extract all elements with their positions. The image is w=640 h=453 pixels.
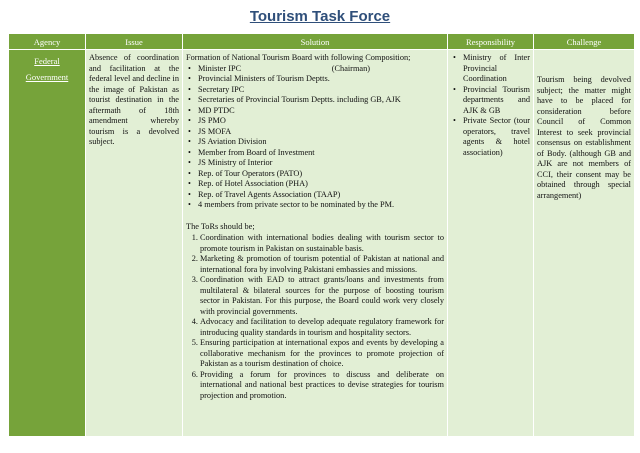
header-responsibility: Responsibility <box>448 34 534 50</box>
solution-cell <box>183 50 448 437</box>
list-item: • Rep. of Hotel Association (PHA) <box>198 179 444 190</box>
header-row <box>9 34 635 50</box>
task-force-table <box>8 33 635 437</box>
header-solution: Solution <box>183 34 448 50</box>
issue-cell <box>86 50 183 437</box>
list-item: 3. Coordination with EAD to attract grants/loans and investments from multilateral & bilateral sources for the purpose of boosting tourism sector in Pakistan. For this purpose, the Board could work very closely with provincial governments. <box>200 275 444 317</box>
list-item: • Rep. of Tour Operators (PATO) <box>198 169 444 180</box>
list-item: 5. Ensuring participation at international expos and events by developing a collaborative mechanism for the provinces to promote projection of Pakistan as a tourism destination of choice. <box>200 338 444 370</box>
list-item: • JS MOFA <box>198 127 444 138</box>
list-item: • Secretaries of Provincial Tourism Deptts. including GB, AJK <box>198 95 444 106</box>
list-item: 1. Coordination with international bodies dealing with tourism sector to promote tourism in Pakistan on sustainable basis. <box>200 233 444 254</box>
header-agency: Agency <box>9 34 86 50</box>
list-item: • Rep. of Travel Agents Association (TAAP) <box>198 190 444 201</box>
member-label: • Minister IPC <box>198 63 242 73</box>
list-item: • Provincial Tourism departments and AJK & GB <box>463 85 530 117</box>
responsibility-cell <box>448 50 534 437</box>
table-row <box>9 50 635 437</box>
list-item: • 4 members from private sector to be nominated by the PM. <box>198 200 444 211</box>
list-item: 2. Marketing & promotion of tourism potential of Pakistan at national and international fora by involving Pakistani embassies and missions. <box>200 254 444 275</box>
tors-list <box>186 233 444 401</box>
list-item: • Secretary IPC <box>198 85 444 96</box>
list-item: • Private Sector (tour operators, travel agents & hotel association) <box>463 116 530 158</box>
list-item: • Ministry of Inter Provincial Coordination <box>463 53 530 85</box>
list-item: • Member from Board of Investment <box>198 148 444 159</box>
header-issue: Issue <box>86 34 183 50</box>
list-item: • JS Aviation Division <box>198 137 444 148</box>
agency-text: Federal Government <box>25 56 69 82</box>
list-item: • JS PMO <box>198 116 444 127</box>
challenge-cell <box>534 50 635 437</box>
page-title: Tourism Task Force <box>249 8 391 25</box>
member-note: (Chairman) <box>331 63 370 73</box>
list-item: • MD PTDC <box>198 106 444 117</box>
list-item <box>198 64 444 75</box>
list-item: 6. Providing a forum for provinces to discuss and deliberate on international and national best practices to devise strategies for tourism projection and promotion. <box>200 370 444 402</box>
issue-text: Absence of coordination and facilitation at the federal level and decline in the image of Pakistan as tourist destination in the aftermath of 18th amendment whereby tourism is a devolved subject. <box>89 53 179 146</box>
tors-heading: The ToRs should be; <box>186 221 255 231</box>
list-item: • Provincial Ministers of Tourism Deptts. <box>198 74 444 85</box>
challenge-text: Tourism being devolved subject; the matter might have to be placed for consideration before Council of Common Interest to seek provincial consensus on establishment of Body. (although GB and AJK are not members of CCI, their consent may be obtained through special arrangement) <box>537 75 631 200</box>
list-item: 4. Advocacy and facilitation to develop adequate regulatory framework for introducing quality standards in tourism and hospitality sectors. <box>200 317 444 338</box>
list-item: • JS Ministry of Interior <box>198 158 444 169</box>
board-members-list <box>186 64 444 211</box>
agency-cell <box>9 50 86 437</box>
header-challenge: Challenge <box>534 34 635 50</box>
responsibility-list <box>451 53 530 158</box>
solution-intro: Formation of National Tourism Board with following Composition; <box>186 53 411 62</box>
